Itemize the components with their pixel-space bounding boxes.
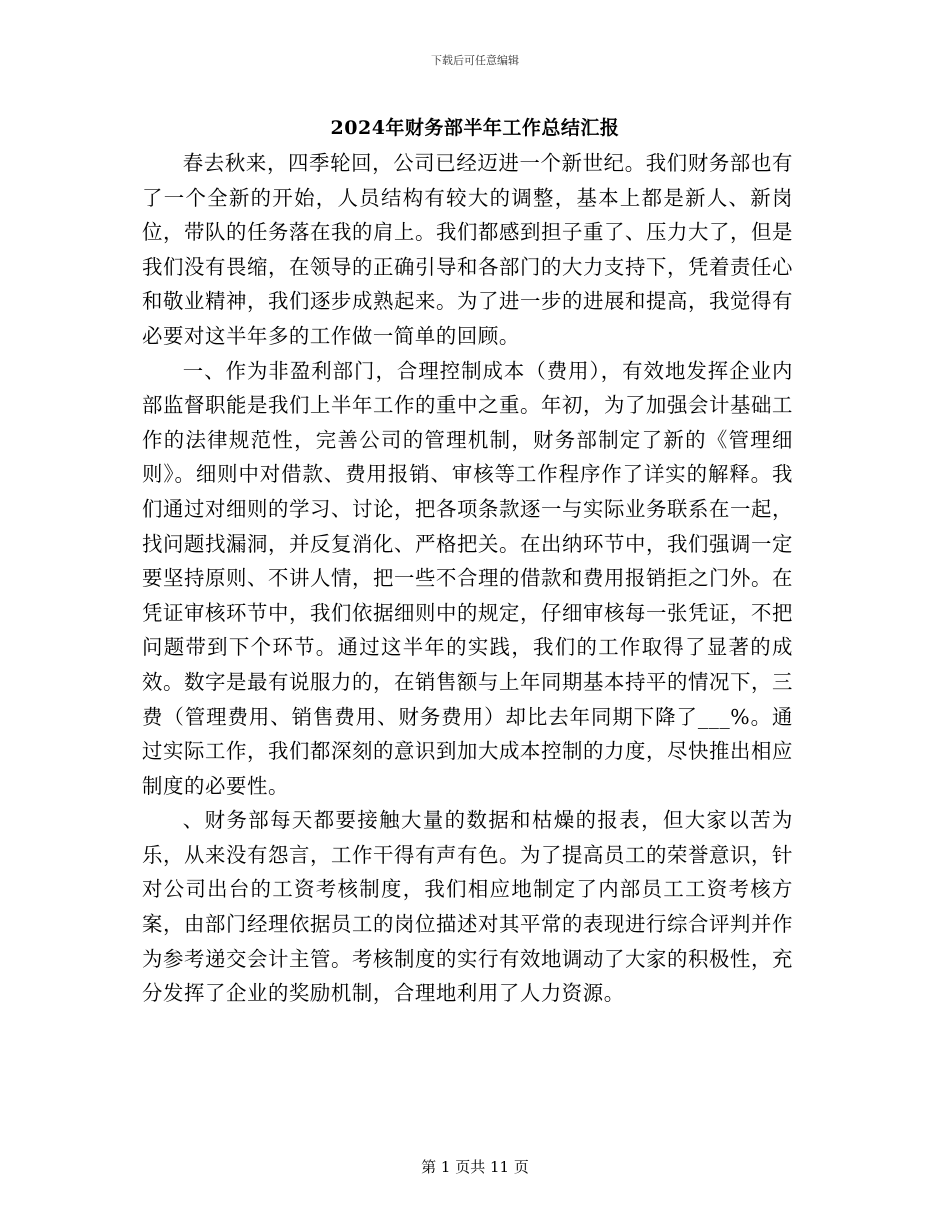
paragraph-intro: 春去秋来，四季轮回，公司已经迈进一个新世纪。我们财务部也有了一个全新的开始，人员结构有较大的调整，基本上都是新人、新岗位，带队的任务落在我的肩上。我们都感到担子重了、压力大了，但是我们没有畏缩，在领导的正确引导和各部门的大力支持下，凭着责任心和敬业精神，我们逐步成熟起来。为了进一步的进展和提高，我觉得有必要对这半年多的工作做一简单的回顾。 — [142, 151, 793, 348]
page-header-note: 下载后可任意编辑 — [431, 54, 519, 67]
page-number: 第 1 页共 11 页 — [421, 1158, 529, 1176]
document-title: 2024年财务部半年工作总结汇报 — [330, 117, 620, 139]
paragraph-staff-assessment: 、财务部每天都要接触大量的数据和枯燥的报表，但大家以苦为乐，从来没有怨言，工作干得有声有色。为了提高员工的荣誉意识，针对公司出台的工资考核制度，我们相应地制定了内部员工工资考核方案，由部门经理依据员工的岗位描述对其平常的表现进行综合评判并作为参考递交会计主管。考核制度的实行有效地调动了大家的积极性，充分发挥了企业的奖励机制，合理地利用了人力资源。 — [142, 808, 793, 1006]
paragraph-cost-control: 一、作为非盈利部门，合理控制成本（费用），有效地发挥企业内部监督职能是我们上半年工作的重中之重。年初，为了加强会计基础工作的法律规范性，完善公司的管理机制，财务部制定了新的《管理细则》。细则中对借款、费用报销、审核等工作程序作了详实的解释。我们通过对细则的学习、讨论，把各项条款逐一与实际业务联系在一起，找问题找漏洞，并反复消化、严格把关。在出纳环节中，我们强调一定要坚持原则、不讲人情，把一些不合理的借款和费用报销拒之门外。在凭证审核环节中，我们依据细则中的规定，仔细审核每一张凭证，不把问题带到下个环节。通过这半年的实践，我们的工作取得了显著的成效。数字是最有说服力的，在销售额与上年同期基本持平的情况下，三费（管理费用、销售费用、财务费用）却比去年同期下降了___%。通过实际工作，我们都深刻的意识到加大成本控制的力度，尽快推出相应制度的必要性。 — [142, 358, 793, 798]
document-body — [142, 146, 793, 1011]
